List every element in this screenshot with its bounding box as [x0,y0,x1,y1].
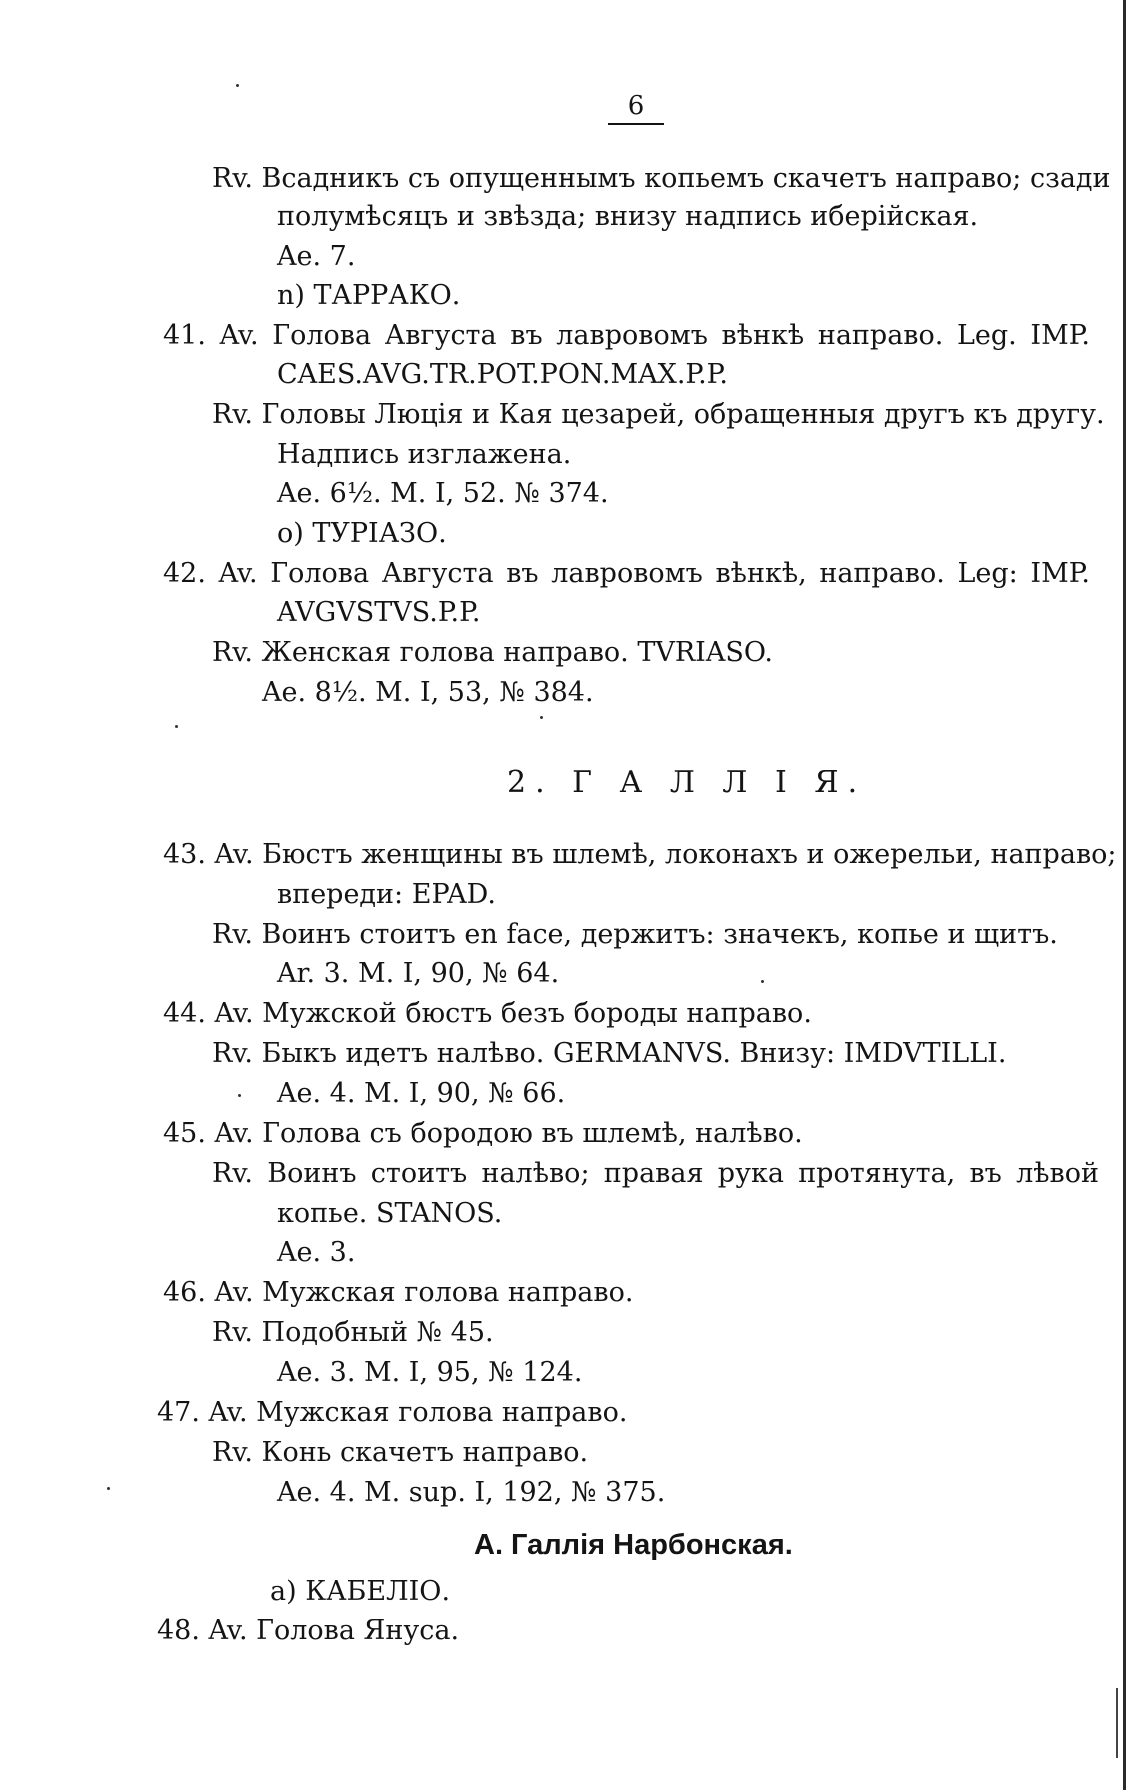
scan-edge-mark [1116,1688,1118,1758]
page-number: 6 [608,92,664,125]
text-line: Rv. Воинъ стоитъ налѣво; правая рука протянута, въ лѣвой [212,1158,1099,1189]
text-line: Ae. 4. M. sup. I, 192, № 375. [277,1477,666,1508]
scan-speck [761,980,764,983]
scan-speck [238,1094,241,1097]
text-line: Rv. Быкъ идетъ налѣво. GERMANVS. Внизу: IMDVTILLI. [212,1038,1007,1069]
text-line: Rv. Всадникъ съ опущеннымъ копьемъ скачетъ направо; сзади [212,163,1111,194]
text-line: 48. Av. Голова Януса. [157,1615,460,1646]
text-line: Надпись изглажена. [277,439,572,470]
text-line: AVGVSTVS.P.P. [277,597,481,628]
text-line: Ae. 3. [277,1237,356,1268]
text-line: Rv. Воинъ стоитъ en face, держитъ: значекъ, копье и щитъ. [212,919,1058,950]
text-line: полумѣсяцъ и звѣзда; внизу надпись иберійская. [277,201,979,232]
text-line: 43. Av. Бюстъ женщины въ шлемѣ, локонахъ и ожерельи, направо; [163,839,1117,870]
text-line: 46. Av. Мужская голова направо. [163,1277,634,1308]
text-line: 47. Av. Мужская голова направо. [157,1397,628,1428]
text-line: Ae. 6½. M. I, 52. № 374. [277,478,609,509]
text-line: a) КАБЕЛІО. [270,1576,451,1607]
text-line: Rv. Головы Люція и Кая цезарей, обращенныя другъ къ другу. [212,399,1105,430]
scan-speck [175,725,178,728]
text-line: n) ТАРРАКО. [277,280,461,311]
text-line: Rv. Конь скачетъ направо. [212,1437,589,1468]
text-line: 45. Av. Голова съ бородою въ шлемѣ, налѣво. [163,1118,803,1149]
text-line: Ae. 4. M. I, 90, № 66. [277,1078,566,1109]
subsection-title: A. Галлія Нарбонская. [474,1529,793,1561]
text-line: Ae. 3. M. I, 95, № 124. [277,1357,583,1388]
text-line: 42. Av. Голова Августа въ лавровомъ вѣнкѣ, направо. Leg: IMP. [163,558,1090,589]
text-line: o) ТУРІАЗО. [277,518,447,549]
text-line: 41. Av. Голова Августа въ лавровомъ вѣнкѣ направо. Leg. IMP. [163,320,1090,351]
text-line: Rv. Женская голова направо. TVRIASO. [212,637,773,668]
scan-edge-line [1123,0,1126,1790]
text-line: CAES.AVG.TR.POT.PON.MAX.P.P. [277,359,728,390]
text-line: 44. Av. Мужской бюстъ безъ бороды направо. [163,998,812,1029]
scan-speck [236,84,239,87]
section-title: 2. Г А Л Л І Я. [507,765,867,800]
text-line: Rv. Подобный № 45. [212,1317,494,1348]
text-line: Ar. 3. M. I, 90, № 64. [277,958,560,989]
text-line: Ae. 7. [277,241,356,272]
text-line: Ae. 8½. M. I, 53, № 384. [262,677,594,708]
scan-speck [107,1487,110,1490]
text-line: впереди: EPAD. [277,879,496,910]
scan-speck [540,716,543,719]
text-line: копье. STANOS. [277,1198,503,1229]
